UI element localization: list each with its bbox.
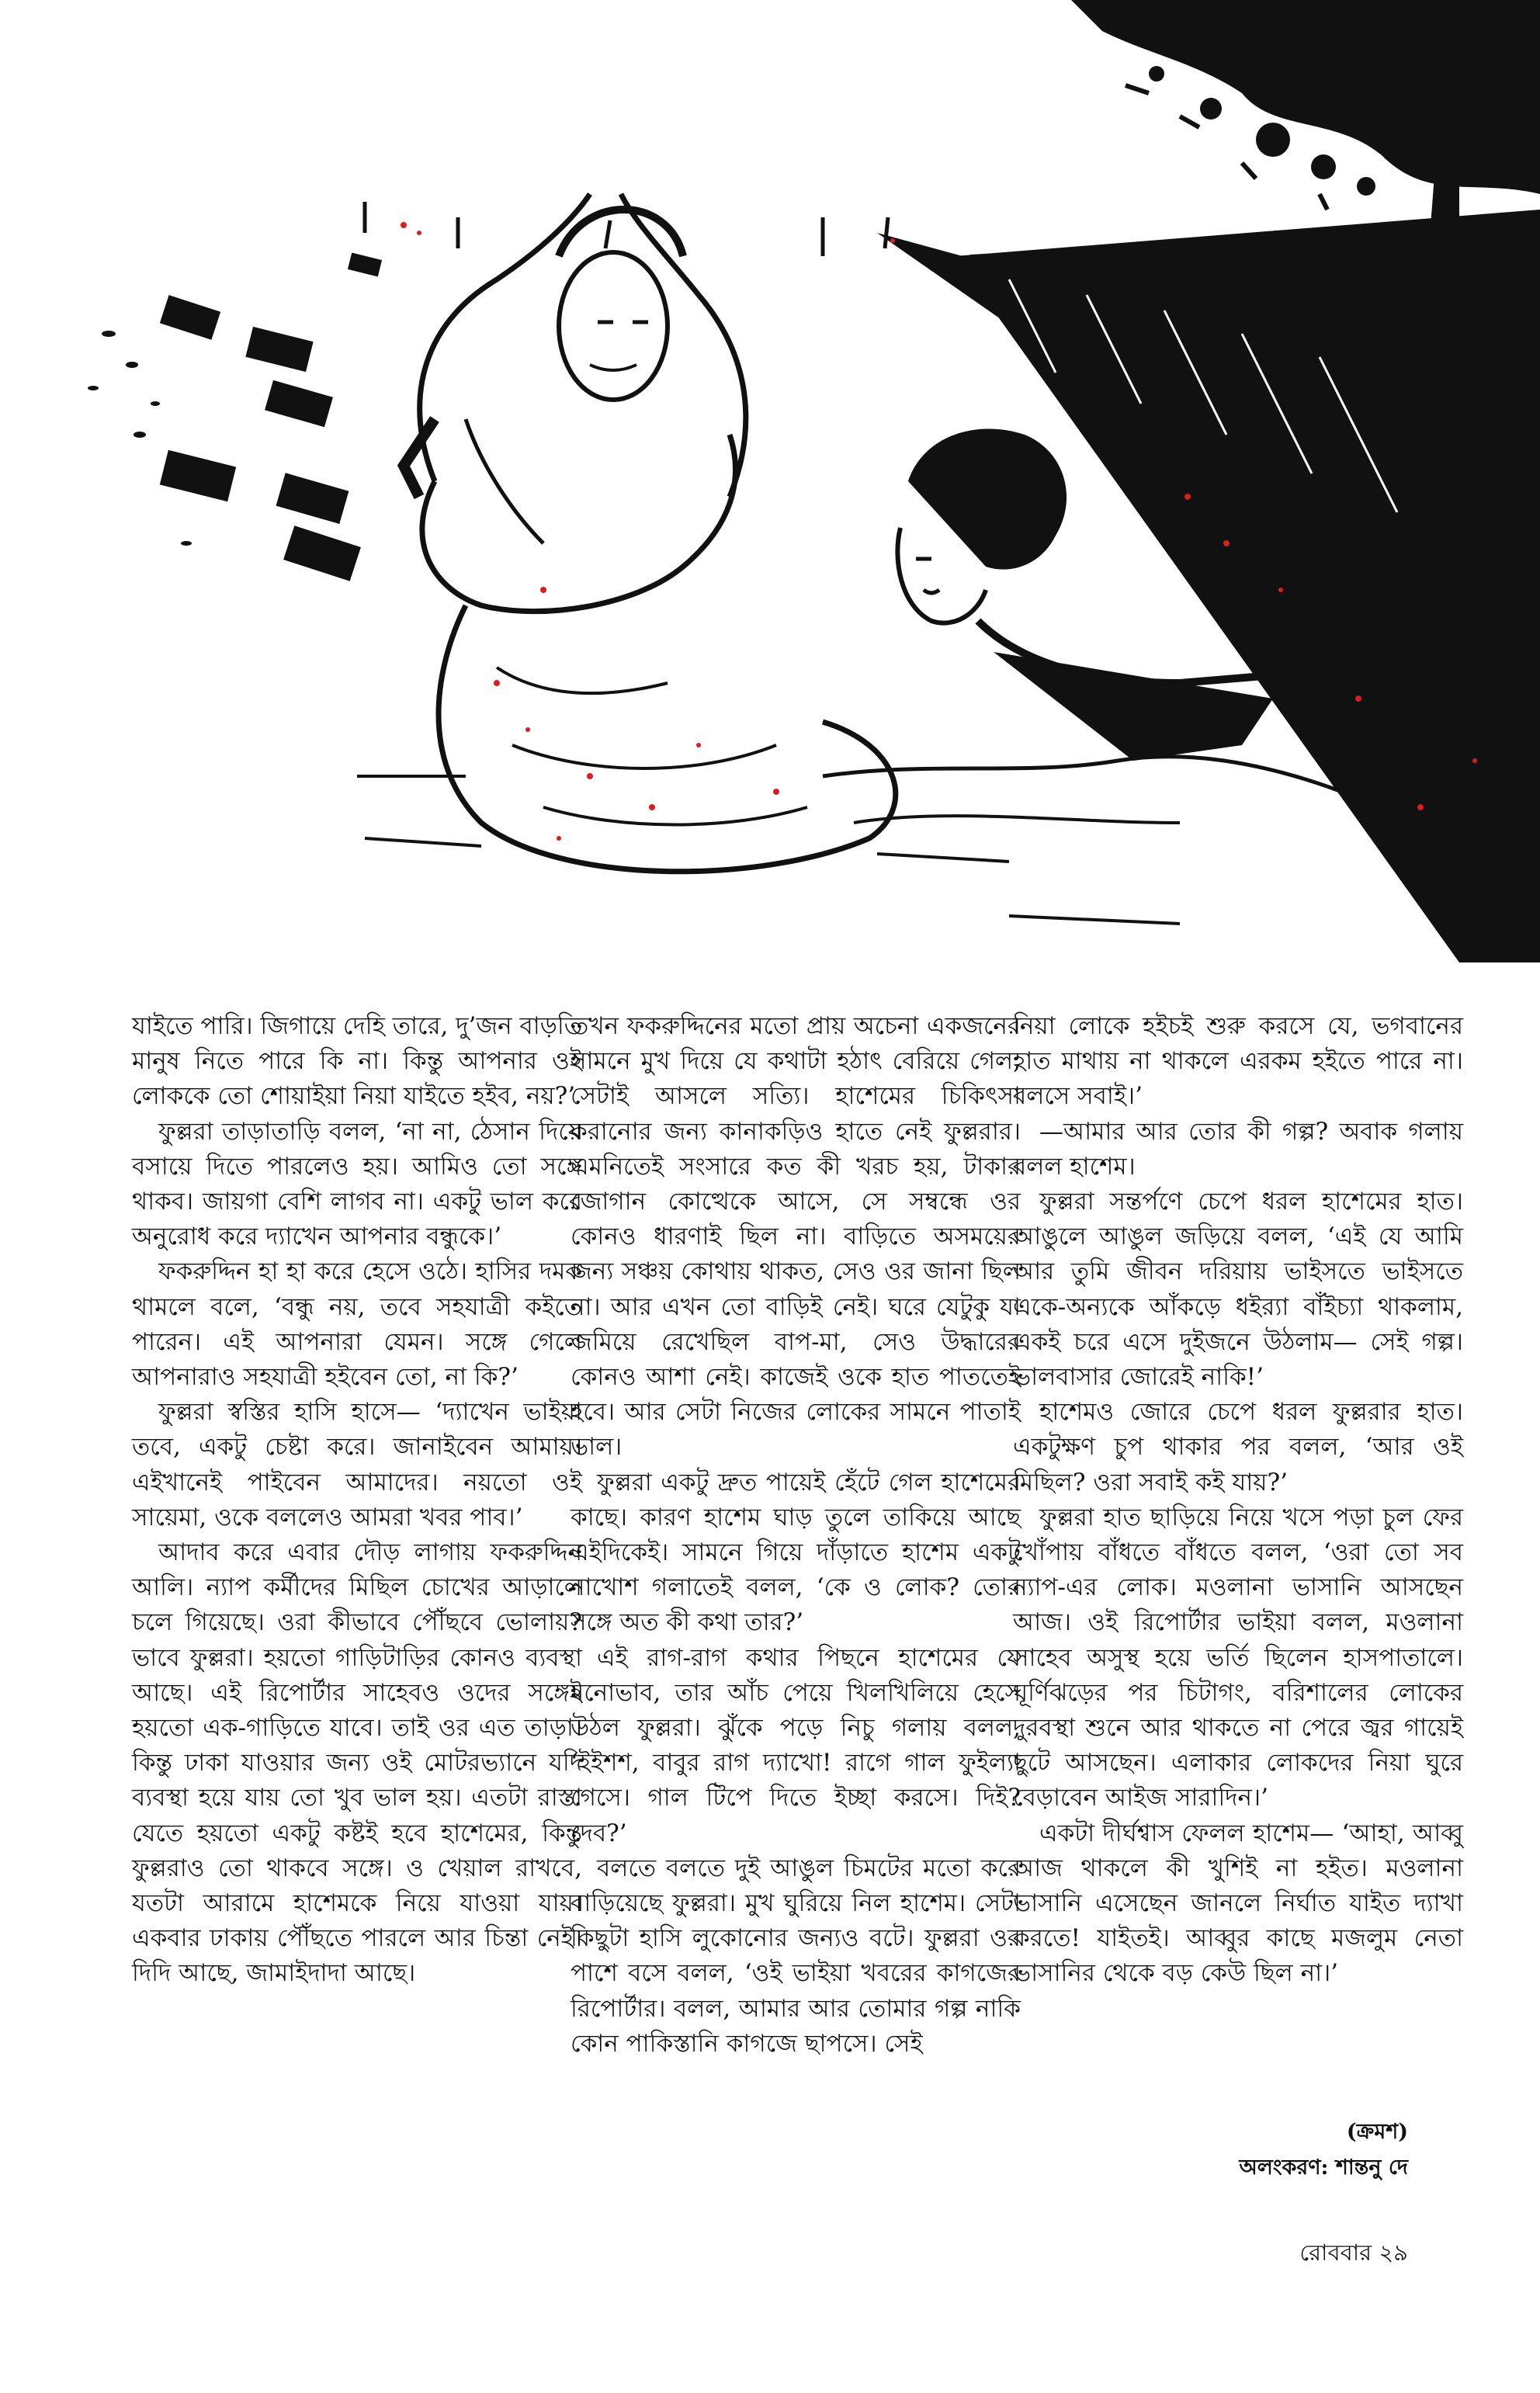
credit-label: অলংকরণ: <box>1239 2155 1329 2180</box>
text-column-3 <box>1013 1009 1463 1992</box>
story-illustration <box>0 0 1540 978</box>
scattered-leaves <box>88 331 192 546</box>
paragraph: যাইতে পারি। জিগায়ে দেহি তারে, দু’জন বাড়তি মানুষ নিতে পারে কি না। কিন্তু আপনার ওই লোককে তো শোয়াইয়া নিয়া যাইতে হইব, নয়?’ <box>132 1012 582 1111</box>
paragraph: —আমার আর তোর কী গল্প? অবাক গলায় বলল হাশেম। <box>1013 1117 1463 1181</box>
page-folio: রোববার ২৯ <box>1299 2239 1408 2266</box>
illustration-credit <box>1239 2152 1408 2187</box>
paragraph: নিয়া লোকে হইচই শুরু করসে যে, ভগবানের হাত মাথায় না থাকলে এরকম হইতে পারে না। বলসে সবাই।’ <box>1013 1012 1463 1111</box>
paragraph: আদাব করে এবার দৌড় লাগায় ফকরুদ্দিন আলি। ন্যাপ কর্মীদের মিছিল চোখের আড়ালে চলে গিয়েছে। ওরা কীভাবে পৌঁছবে ভোলায়? ভাবে ফুল্লরা। হয়তো গাড়িটাড়ির কোনও ব্যবস্থা আছে। এই রিপোর্টার সাহেবও ওদের সঙ্গেই হয়তো এক-গাড়িতে যাবে। তাই ওর এত তাড়া। কিন্তু ঢাকা যাওয়ার জন্য ওই মোটরভ্যানে যদি ব্যবস্থা হয়ে যায় তো খুব ভাল হয়। এতটা রাস্তা যেতে হয়তো একটু কষ্টই হবে হাশেমের, কিন্তু ফুল্লরাও তো থাকবে সঙ্গে। ও খেয়াল রাখবে, যতটা আরামে হাশেমকে নিয়ে যাওয়া যায়। একবার ঢাকায় পৌঁছতে পারলে আর চিন্তা নেই। দিদি আছে, জামাইদাদা আছে। <box>132 1538 582 1988</box>
paragraph: ফুল্লরা স্বস্তির হাসি হাসে— ‘দ্যাখেন ভাইয়া তবে, একটু চেষ্টা করে। জানাইবেন আমায়। এইখানেই পাইবেন আমাদের। নয়তো ওই সায়েমা, ওকে বললেও আমরা খবর পাব।’ <box>132 1398 582 1531</box>
paragraph: এই রাগ-রাগ কথার পিছনে হাশেমের যে মনোভাব, তার আঁচ পেয়ে খিলখিলিয়ে হেসে উঠল ফুল্লরা। ঝুঁকে পড়ে নিচু গলায় বলল, ‘ইইশশ, বাবুর রাগ দ্যাখো! রাগে গাল ফুইল্যা গেসে। গাল টিপে দিতে ইচ্ছা করসে। দিই? দেব?’ <box>571 1643 1021 1847</box>
credit-name: শান্তনু দে <box>1335 2155 1408 2180</box>
paragraph: ফুল্লরা একটু দ্রুত পায়েই হেঁটে গেল হাশেমের কাছে। কারণ হাশেম ঘাড় তুলে তাকিয়ে আছে এইদিকেই। সামনে গিয়ে দাঁড়াতে হাশেম একটু নাখোশ গলাতেই বলল, ‘কে ও লোক? তোর সঙ্গে অত কী কথা তার?’ <box>571 1468 1021 1637</box>
paragraph: ফুল্লরা হাত ছাড়িয়ে নিয়ে খসে পড়া চুল ফের খোঁপায় বাঁধতে বাঁধতে বলল, ‘ওরা তো সব ন্যাপ-এর লোক। মওলানা ভাসানি আসছেন আজ। ওই রিপোর্টার ভাইয়া বলল, মওলানা সাহেব অসুস্থ হয়ে ভর্তি ছিলেন হাসপাতালে। ঘূর্ণিঝড়ের পর চিটাগং, বরিশালের লোকের দুরবস্থা শুনে আর থাকতে না পেরে জ্বর গায়েই ছুটে আসছেন। এলাকার লোকদের নিয়া ঘুরে বেড়াবেন আইজ সারাদিন।’ <box>1013 1503 1463 1812</box>
ground-strokes <box>357 776 1180 924</box>
text-column-2 <box>571 1009 1021 2062</box>
paragraph: বলতে বলতে দুই আঙুল চিমটের মতো করে বাড়িয়েছে ফুল্লরা। মুখ ঘুরিয়ে নিল হাশেম। সেটা কিছুটা হাসি লুকোনোর জন্যও বটে। ফুল্লরা ওর পাশে বসে বলল, ‘ওই ভাইয়া খবরের কাগজের রিপোর্টার। বলল, আমার আর তোমার গল্প নাকি কোন পাকিস্তানি কাগজে ছাপসে। সেই <box>571 1854 1021 2058</box>
paragraph: ফুল্লরা সন্তর্পণে চেপে ধরল হাশেমের হাত। আঙুলে আঙুল জড়িয়ে বলল, ‘এই যে আমি আর তুমি জীবন দরিয়ায় ভাইসতে ভাইসতে একে-অন্যকে আঁকড়ে ধইর‍্যা বাঁইচ্যা থাকলাম, একই চরে এসে দুইজনে উঠলাম— সেই গল্প। ভালবাসার জোরেই নাকি!’ <box>1013 1188 1463 1392</box>
text-column-1 <box>132 1009 582 1992</box>
paragraph: তখন ফকরুদ্দিনের মতো প্রায় অচেনা একজনের সামনে মুখ দিয়ে যে কথাটা হঠাৎ বেরিয়ে গেল, সেটাই আসলে সত্যি। হাশেমের চিকিৎসা করানোর জন্য কানাকড়িও হাতে নেই ফুল্লরার। এমনিতেই সংসারে কত কী খরচ হয়, টাকার জোগান কোত্থেকে আসে, সে সম্বন্ধে ওর কোনও ধারণাই ছিল না। বাড়িতে অসময়ের জন্য সঞ্চয় কোথায় থাকত, সেও ওর জানা ছিল না। আর এখন তো বাড়িই নেই। ঘরে যেটুকু যা জমিয়ে রেখেছিল বাপ-মা, সেও উদ্ধারের কোনও আশা নেই। কাজেই ওকে হাত পাততেই হবে। আর সেটা নিজের লোকের সামনে পাতাই ভাল। <box>571 1012 1021 1462</box>
paragraph: একটা দীর্ঘশ্বাস ফেলল হাশেম— ‘আহা, আব্বু আজ থাকলে কী খুশিই না হইত। মওলানা ভাসানি এসেছেন জানলে নির্ঘাত যাইত দ্যাখা করতে! যাইতই। আব্বুর কাছে মজলুম নেতা ভাসানির থেকে বড় কেউ ছিল না।’ <box>1013 1819 1463 1988</box>
to-be-continued: (ক্রমশ) <box>1346 2120 1408 2144</box>
paragraph: হাশেমও জোরে চেপে ধরল ফুল্লরার হাত। একটুক্ষণ চুপ থাকার পর বলল, ‘আর ওই মিছিল? ওরা সবাই কই যায়?’ <box>1013 1398 1463 1496</box>
illustration-drawing <box>0 0 1540 978</box>
boat-canopy <box>877 210 1540 962</box>
paragraph: ফকরুদ্দিন হা হা করে হেসে ওঠে। হাসির দমক থামলে বলে, ‘বন্ধু নয়, তবে সহযাত্রী কইতে পারেন। এই আপনারা যেমন। সঙ্গে গেলে আপনারাও সহযাত্রী হইবেন তো, না কি?’ <box>132 1257 582 1392</box>
woman-figure <box>404 194 896 872</box>
paragraph: ফুল্লরা তাড়াতাড়ি বলল, ‘না না, ঠেসান দিয়ে বসায়ে দিতে পারলেও হয়। আমিও তো সঙ্গে থাকব। জায়গা বেশি লাগব না। একটু ভাল করে অনুরোধ করে দ্যাখেন আপনার বন্ধুকে।’ <box>132 1117 582 1251</box>
